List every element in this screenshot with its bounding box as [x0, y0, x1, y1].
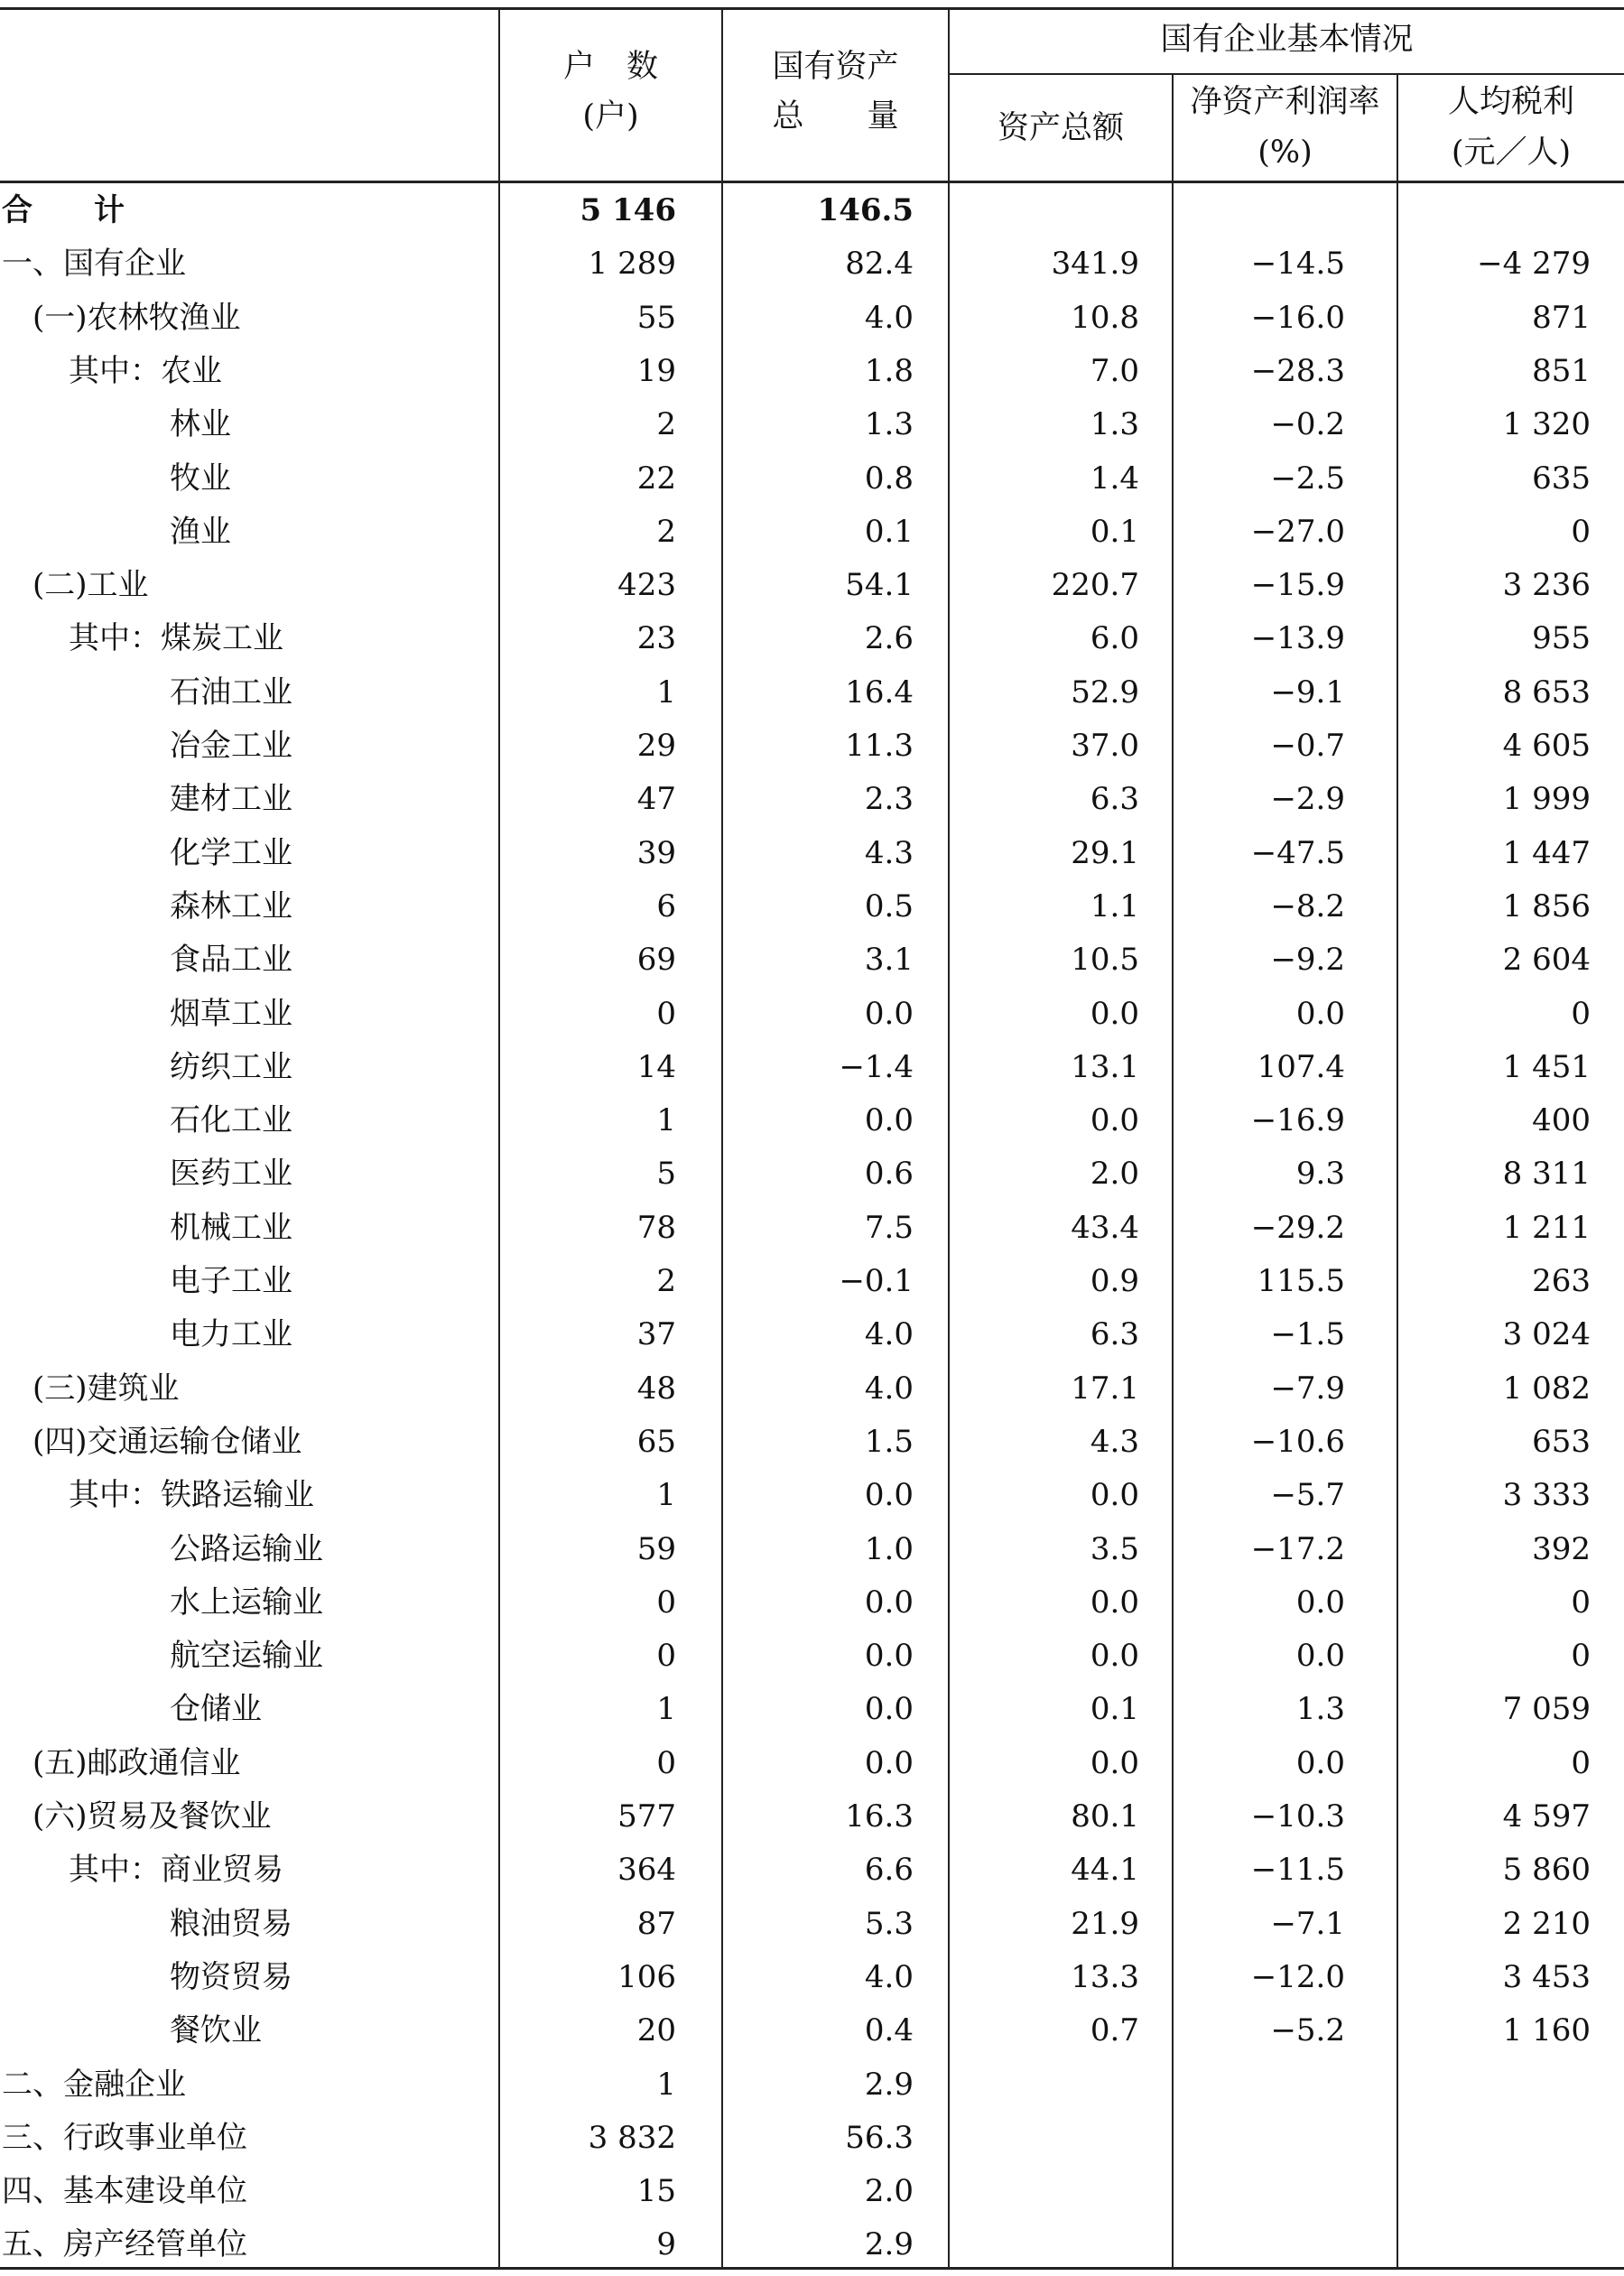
cell-state-assets: 4.3: [864, 834, 914, 871]
cell-total-assets: 10.5: [1071, 942, 1139, 979]
cell-state-assets: 0.0: [864, 1584, 914, 1621]
cell-tax-per-capita: −4 279: [1477, 246, 1591, 283]
cell-tax-per-capita: 1 320: [1502, 406, 1591, 443]
row-label: 烟草工业: [170, 995, 292, 1032]
cell-total-assets: 52.9: [1071, 674, 1139, 711]
row-label: 石油工业: [170, 674, 292, 711]
table-row: [0, 1630, 1624, 1683]
header-tax-unit: (元／人): [1451, 135, 1572, 171]
cell-total-assets: 44.1: [1071, 1852, 1139, 1889]
cell-roe: −5.2: [1270, 2012, 1345, 2049]
cell-tax-per-capita: 2 604: [1502, 942, 1591, 979]
row-label: 渔业: [170, 513, 231, 550]
cell-tax-per-capita: 0: [1571, 1584, 1591, 1621]
cell-tax-per-capita: 8 311: [1502, 1156, 1591, 1193]
table-row: [0, 1737, 1624, 1790]
table-row: [0, 1308, 1624, 1361]
table-row: [0, 345, 1624, 398]
cell-state-assets: 3.1: [864, 942, 914, 979]
row-label: 一、国有企业: [2, 246, 186, 283]
cell-roe: −10.6: [1250, 1423, 1345, 1460]
cell-roe: −15.9: [1250, 567, 1345, 604]
cell-households: 1 289: [588, 246, 676, 283]
table-row: [0, 184, 1624, 237]
row-label: 森林工业: [170, 887, 292, 924]
cell-total-assets: 220.7: [1051, 567, 1139, 604]
cell-total-assets: 21.9: [1071, 1905, 1139, 1942]
cell-tax-per-capita: 955: [1532, 620, 1591, 657]
table-row: [0, 1683, 1624, 1736]
cell-total-assets: 6.3: [1090, 1316, 1139, 1353]
cell-households: 1: [656, 1691, 676, 1728]
cell-total-assets: 43.4: [1071, 1209, 1139, 1246]
cell-households: 0: [656, 995, 676, 1032]
table-row: [0, 773, 1624, 826]
cell-total-assets: 17.1: [1071, 1370, 1139, 1407]
cell-households: 20: [636, 2012, 676, 2049]
cell-total-assets: 1.1: [1090, 887, 1139, 924]
cell-roe: −28.3: [1250, 352, 1345, 389]
header-bottom-rule: [0, 181, 1624, 183]
cell-roe: 0.0: [1295, 1744, 1345, 1781]
row-label: (六)贸易及餐饮业: [32, 1798, 272, 1835]
row-label: 冶金工业: [170, 728, 292, 764]
cell-state-assets: 1.3: [864, 406, 914, 443]
row-label: (三)建筑业: [32, 1370, 180, 1407]
cell-roe: −2.9: [1270, 781, 1345, 818]
row-label: 纺织工业: [170, 1048, 292, 1085]
cell-state-assets: 56.3: [845, 2119, 914, 2156]
cell-households: 2: [656, 513, 676, 550]
cell-tax-per-capita: 0: [1571, 1744, 1591, 1781]
table-row: [0, 934, 1624, 987]
cell-total-assets: 0.0: [1090, 1584, 1139, 1621]
cell-households: 1: [656, 674, 676, 711]
row-label: 三、行政事业单位: [2, 2119, 247, 2156]
cell-tax-per-capita: 4 597: [1502, 1798, 1591, 1835]
cell-total-assets: 13.3: [1071, 1958, 1139, 1995]
cell-state-assets: 0.0: [864, 1102, 914, 1139]
cell-tax-per-capita: 8 653: [1502, 674, 1591, 711]
cell-households: 78: [636, 1209, 676, 1246]
cell-tax-per-capita: 871: [1532, 299, 1591, 336]
cell-tax-per-capita: 1 856: [1502, 887, 1591, 924]
cell-total-assets: 0.0: [1090, 1102, 1139, 1139]
cell-households: 9: [656, 2226, 676, 2263]
header-households-unit: (户): [582, 98, 639, 135]
table-row: [0, 880, 1624, 934]
cell-total-assets: 6.0: [1090, 620, 1139, 657]
row-label: 粮油贸易: [170, 1905, 292, 1942]
cell-roe: −8.2: [1270, 887, 1345, 924]
cell-roe: 0.0: [1295, 995, 1345, 1032]
table-row: [0, 1844, 1624, 1897]
cell-tax-per-capita: 2 210: [1502, 1905, 1591, 1942]
cell-state-assets: −0.1: [839, 1263, 914, 1299]
cell-total-assets: 0.1: [1090, 513, 1139, 550]
cell-households: 1: [656, 1102, 676, 1139]
cell-total-assets: 0.1: [1090, 1691, 1139, 1728]
cell-households: 5 146: [580, 192, 676, 228]
row-label: (四)交通运输仓储业: [32, 1423, 302, 1460]
row-label: 水上运输业: [170, 1584, 323, 1621]
cell-households: 0: [656, 1744, 676, 1781]
cell-state-assets: 1.0: [864, 1530, 914, 1567]
table-row: [0, 1041, 1624, 1094]
table-row: [0, 1416, 1624, 1469]
cell-roe: −29.2: [1250, 1209, 1345, 1246]
cell-tax-per-capita: 3 333: [1502, 1477, 1591, 1514]
cell-roe: −7.1: [1270, 1905, 1345, 1942]
table-row: [0, 1255, 1624, 1308]
cell-households: 69: [636, 942, 676, 979]
cell-total-assets: 341.9: [1051, 246, 1139, 283]
cell-tax-per-capita: 653: [1532, 1423, 1591, 1460]
cell-roe: −9.2: [1270, 942, 1345, 979]
cell-tax-per-capita: 1 999: [1502, 781, 1591, 818]
cell-roe: −14.5: [1250, 246, 1345, 283]
cell-roe: −12.0: [1250, 1958, 1345, 1995]
table-row: [0, 2218, 1624, 2271]
cell-state-assets: −1.4: [839, 1048, 914, 1085]
table-row: [0, 452, 1624, 506]
cell-state-assets: 0.1: [864, 513, 914, 550]
row-label: 公路运输业: [170, 1530, 323, 1567]
table-row: [0, 1147, 1624, 1201]
cell-total-assets: 37.0: [1071, 728, 1139, 764]
cell-tax-per-capita: 7 059: [1502, 1691, 1591, 1728]
header-households: 户 数: [562, 49, 658, 85]
cell-total-assets: 0.9: [1090, 1263, 1139, 1299]
cell-households: 39: [636, 834, 676, 871]
group-header-rule: [948, 73, 1624, 75]
cell-state-assets: 4.0: [864, 1370, 914, 1407]
row-label: (五)邮政通信业: [32, 1744, 241, 1781]
row-label: 其中：煤炭工业: [69, 620, 283, 657]
cell-total-assets: 1.4: [1090, 460, 1139, 497]
row-label: 二、金融企业: [2, 2066, 186, 2103]
cell-households: 23: [636, 620, 676, 657]
cell-households: 423: [617, 567, 676, 604]
cell-total-assets: 3.5: [1090, 1530, 1139, 1567]
cell-roe: 9.3: [1295, 1156, 1345, 1193]
table-row: [0, 1790, 1624, 1844]
cell-households: 2: [656, 406, 676, 443]
cell-state-assets: 1.5: [864, 1423, 914, 1460]
cell-total-assets: 0.0: [1090, 1638, 1139, 1675]
cell-roe: −10.3: [1250, 1798, 1345, 1835]
cell-households: 2: [656, 1263, 676, 1299]
cell-tax-per-capita: 3 236: [1502, 567, 1591, 604]
cell-state-assets: 16.4: [845, 674, 914, 711]
cell-total-assets: 0.0: [1090, 1744, 1139, 1781]
cell-households: 29: [636, 728, 676, 764]
cell-households: 6: [656, 887, 676, 924]
cell-households: 55: [636, 299, 676, 336]
cell-households: 577: [617, 1798, 676, 1835]
cell-state-assets: 0.0: [864, 1744, 914, 1781]
cell-state-assets: 1.8: [864, 352, 914, 389]
cell-tax-per-capita: 1 211: [1502, 1209, 1591, 1246]
row-label: 机械工业: [170, 1209, 292, 1246]
cell-households: 37: [636, 1316, 676, 1353]
cell-state-assets: 82.4: [845, 246, 914, 283]
cell-total-assets: 7.0: [1090, 352, 1139, 389]
table-row: [0, 2165, 1624, 2218]
cell-state-assets: 0.5: [864, 887, 914, 924]
table-row: [0, 2004, 1624, 2058]
row-label: 建材工业: [170, 781, 292, 818]
cell-households: 59: [636, 1530, 676, 1567]
cell-state-assets: 0.4: [864, 2012, 914, 2049]
cell-state-assets: 4.0: [864, 1316, 914, 1353]
cell-tax-per-capita: 1 160: [1502, 2012, 1591, 2049]
row-label: 合 计: [2, 192, 125, 228]
table-row: [0, 292, 1624, 345]
cell-tax-per-capita: 263: [1532, 1263, 1591, 1299]
row-label: 石化工业: [170, 1102, 292, 1139]
row-label: 仓储业: [170, 1691, 262, 1728]
cell-households: 1: [656, 1477, 676, 1514]
cell-total-assets: 0.0: [1090, 1477, 1139, 1514]
cell-total-assets: 6.3: [1090, 781, 1139, 818]
table-row: [0, 1898, 1624, 1951]
cell-state-assets: 7.5: [864, 1209, 914, 1246]
cell-households: 1: [656, 2066, 676, 2103]
cell-tax-per-capita: 851: [1532, 352, 1591, 389]
cell-tax-per-capita: 5 860: [1502, 1852, 1591, 1889]
cell-roe: −17.2: [1250, 1530, 1345, 1567]
cell-roe: −47.5: [1250, 834, 1345, 871]
cell-state-assets: 54.1: [845, 567, 914, 604]
cell-households: 47: [636, 781, 676, 818]
cell-state-assets: 2.6: [864, 620, 914, 657]
table-row: [0, 2058, 1624, 2112]
cell-roe: −0.2: [1270, 406, 1345, 443]
cell-total-assets: 80.1: [1071, 1798, 1139, 1835]
table-row: [0, 1951, 1624, 2004]
row-label: 电力工业: [170, 1316, 292, 1353]
row-label: 餐饮业: [170, 2012, 262, 2049]
cell-roe: 107.4: [1257, 1048, 1345, 1085]
cell-tax-per-capita: 3 024: [1502, 1316, 1591, 1353]
row-label: 物资贸易: [170, 1958, 292, 1995]
cell-state-assets: 0.0: [864, 1691, 914, 1728]
table-row: [0, 1576, 1624, 1630]
cell-total-assets: 0.7: [1090, 2012, 1139, 2049]
row-label: 电子工业: [170, 1263, 292, 1299]
cell-total-assets: 10.8: [1071, 299, 1139, 336]
cell-households: 0: [656, 1638, 676, 1675]
cell-roe: −16.9: [1250, 1102, 1345, 1139]
cell-households: 106: [617, 1958, 676, 1995]
cell-households: 5: [656, 1156, 676, 1193]
cell-state-assets: 11.3: [845, 728, 914, 764]
row-label: (二)工业: [32, 567, 149, 604]
row-label: 医药工业: [170, 1156, 292, 1193]
table-row: [0, 1094, 1624, 1147]
cell-state-assets: 2.9: [864, 2226, 914, 2263]
cell-roe: −11.5: [1250, 1852, 1345, 1889]
header-roe-unit: (%): [1257, 135, 1313, 171]
cell-households: 48: [636, 1370, 676, 1407]
cell-total-assets: 0.0: [1090, 995, 1139, 1032]
cell-roe: 1.3: [1295, 1691, 1345, 1728]
cell-tax-per-capita: 1 451: [1502, 1048, 1591, 1085]
table-row: [0, 237, 1624, 291]
cell-roe: −16.0: [1250, 299, 1345, 336]
row-label: 四、基本建设单位: [2, 2173, 247, 2210]
cell-state-assets: 2.9: [864, 2066, 914, 2103]
header-roe: 净资产利润率: [1190, 84, 1380, 120]
table-row: [0, 1469, 1624, 1522]
header-tax-per-capita: 人均税利: [1447, 84, 1574, 120]
cell-roe: −0.7: [1270, 728, 1345, 764]
table-row: [0, 1202, 1624, 1255]
cell-households: 14: [636, 1048, 676, 1085]
cell-total-assets: 29.1: [1071, 834, 1139, 871]
row-label: 其中：商业贸易: [69, 1852, 283, 1889]
cell-households: 364: [617, 1852, 676, 1889]
table-row: [0, 1362, 1624, 1416]
table-row: [0, 988, 1624, 1041]
row-label: 林业: [170, 406, 231, 443]
cell-tax-per-capita: 1 447: [1502, 834, 1591, 871]
cell-tax-per-capita: 0: [1571, 513, 1591, 550]
cell-total-assets: 1.3: [1090, 406, 1139, 443]
cell-total-assets: 4.3: [1090, 1423, 1139, 1460]
table-row: [0, 506, 1624, 559]
row-label: 其中：农业: [69, 352, 222, 389]
top-rule: [0, 7, 1624, 10]
cell-tax-per-capita: 635: [1532, 460, 1591, 497]
cell-total-assets: 13.1: [1071, 1048, 1139, 1085]
cell-roe: 115.5: [1257, 1263, 1345, 1299]
row-label: 化学工业: [170, 834, 292, 871]
cell-tax-per-capita: 0: [1571, 1638, 1591, 1675]
row-label: 食品工业: [170, 942, 292, 979]
header-state-assets-2: 总 量: [772, 98, 899, 135]
cell-households: 19: [636, 352, 676, 389]
cell-state-assets: 6.6: [864, 1852, 914, 1889]
cell-roe: 0.0: [1295, 1638, 1345, 1675]
cell-households: 87: [636, 1905, 676, 1942]
table-row: [0, 398, 1624, 451]
cell-households: 22: [636, 460, 676, 497]
row-label: 其中：铁路运输业: [69, 1477, 314, 1514]
cell-state-assets: 0.6: [864, 1156, 914, 1193]
cell-roe: 0.0: [1295, 1584, 1345, 1621]
table-row: [0, 2112, 1624, 2165]
cell-state-assets: 4.0: [864, 299, 914, 336]
header-group-title: 国有企业基本情况: [1160, 22, 1414, 58]
cell-tax-per-capita: 400: [1532, 1102, 1591, 1139]
cell-tax-per-capita: 0: [1571, 995, 1591, 1032]
cell-state-assets: 16.3: [845, 1798, 914, 1835]
cell-tax-per-capita: 1 082: [1502, 1370, 1591, 1407]
cell-state-assets: 0.0: [864, 995, 914, 1032]
cell-state-assets: 0.0: [864, 1477, 914, 1514]
cell-roe: −7.9: [1270, 1370, 1345, 1407]
table-row: [0, 612, 1624, 665]
cell-roe: −1.5: [1270, 1316, 1345, 1353]
header-state-assets: 国有资产: [772, 49, 899, 85]
row-label: 航空运输业: [170, 1638, 323, 1675]
cell-households: 15: [636, 2173, 676, 2210]
cell-state-assets: 0.0: [864, 1638, 914, 1675]
cell-roe: −5.7: [1270, 1477, 1345, 1514]
row-label: 五、房产经管单位: [2, 2226, 247, 2263]
header-total-assets: 资产总额: [997, 110, 1124, 146]
table-row: [0, 1523, 1624, 1576]
cell-households: 3 832: [588, 2119, 676, 2156]
cell-tax-per-capita: 4 605: [1502, 728, 1591, 764]
cell-state-assets: 5.3: [864, 1905, 914, 1942]
table-row: [0, 559, 1624, 612]
cell-state-assets: 146.5: [817, 192, 914, 228]
table-row: [0, 827, 1624, 880]
cell-households: 65: [636, 1423, 676, 1460]
cell-state-assets: 2.3: [864, 781, 914, 818]
cell-total-assets: 2.0: [1090, 1156, 1139, 1193]
table-row: [0, 666, 1624, 720]
cell-households: 0: [656, 1584, 676, 1621]
cell-tax-per-capita: 392: [1532, 1530, 1591, 1567]
cell-roe: −2.5: [1270, 460, 1345, 497]
cell-tax-per-capita: 3 453: [1502, 1958, 1591, 1995]
row-label: 牧业: [170, 460, 231, 497]
cell-roe: −27.0: [1250, 513, 1345, 550]
cell-state-assets: 2.0: [864, 2173, 914, 2210]
cell-roe: −9.1: [1270, 674, 1345, 711]
cell-state-assets: 4.0: [864, 1958, 914, 1995]
cell-roe: −13.9: [1250, 620, 1345, 657]
cell-state-assets: 0.8: [864, 460, 914, 497]
table-row: [0, 720, 1624, 773]
row-label: (一)农林牧渔业: [32, 299, 241, 336]
